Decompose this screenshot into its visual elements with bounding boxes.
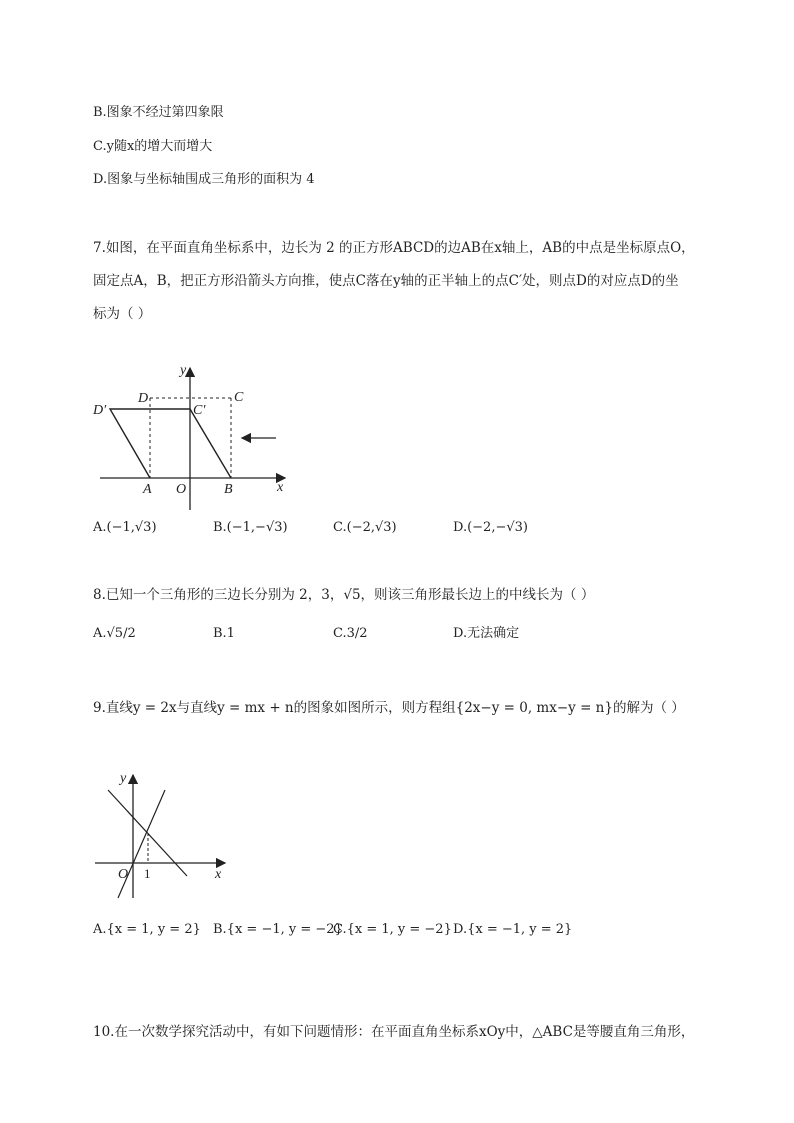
q9-line: 9.直线y = 2x与直线y = mx + n的图象如图所示，则方程组{2x−y = 0, mx−y = n}的解为（ ） [93,700,685,716]
parallelogram [110,409,231,478]
q9-option-c: C.{x = 1, y = −2} [333,922,452,937]
label-one: 1 [144,866,151,881]
q7-option-a: A.(−1,√3) [93,520,157,535]
label-o: O [176,482,187,497]
q8-option-c: C.3/2 [333,626,368,641]
label-x: x [277,480,284,495]
label-c: C [234,390,244,405]
q10-line: 10.在一次数学探究活动中，有如下问题情形：在平面直角坐标系xOy中，△ABC是等腰直角三角形， [93,1024,695,1040]
q9-option-a: A.{x = 1, y = 2} [93,922,201,937]
q7-option-c: C.(−2,√3) [333,520,397,535]
option-b-prev: B.图象不经过第四象限 [93,105,224,120]
q9-option-b: B.{x = −1, y = −2} [213,922,343,937]
q7-line1: 7.如图，在平面直角坐标系中，边长为 2 的正方形ABCD的边AB在x轴上，AB的中点是坐标原点O， [93,240,695,256]
label-d: D [138,391,149,406]
q7-option-d: D.(−2,−√3) [453,520,528,535]
q9-figure [90,770,230,905]
q8-option-a: A.√5/2 [93,626,136,641]
label-y-2: y [120,771,127,786]
label-b: B [224,482,233,497]
label-c-prime: C′ [193,403,206,418]
q7-line3: 标为（ ） [93,306,152,322]
label-y: y [180,363,187,378]
label-o-2: O [118,867,129,882]
q8-option-b: B.1 [213,626,235,641]
q9-option-d: D.{x = −1, y = 2} [453,922,573,937]
q8-option-d: D.无法确定 [453,626,520,641]
q8-line: 8.已知一个三角形的三边长分别为 2，3，√5，则该三角形最长边上的中线长为（ ） [93,587,595,603]
q7-figure [90,360,300,515]
q7-line2: 固定点A，B，把正方形沿箭头方向推，使点C落在y轴的正半轴上的点C′处，则点D的对应点D的坐 [93,273,679,289]
label-d-prime: D′ [93,403,107,418]
option-c-prev: C.y随x的增大而增大 [93,139,213,154]
label-a: A [143,482,152,497]
q7-option-b: B.(−1,−√3) [213,520,288,535]
option-d-prev: D.图象与坐标轴围成三角形的面积为 4 [93,172,315,187]
label-x-2: x [215,867,222,882]
